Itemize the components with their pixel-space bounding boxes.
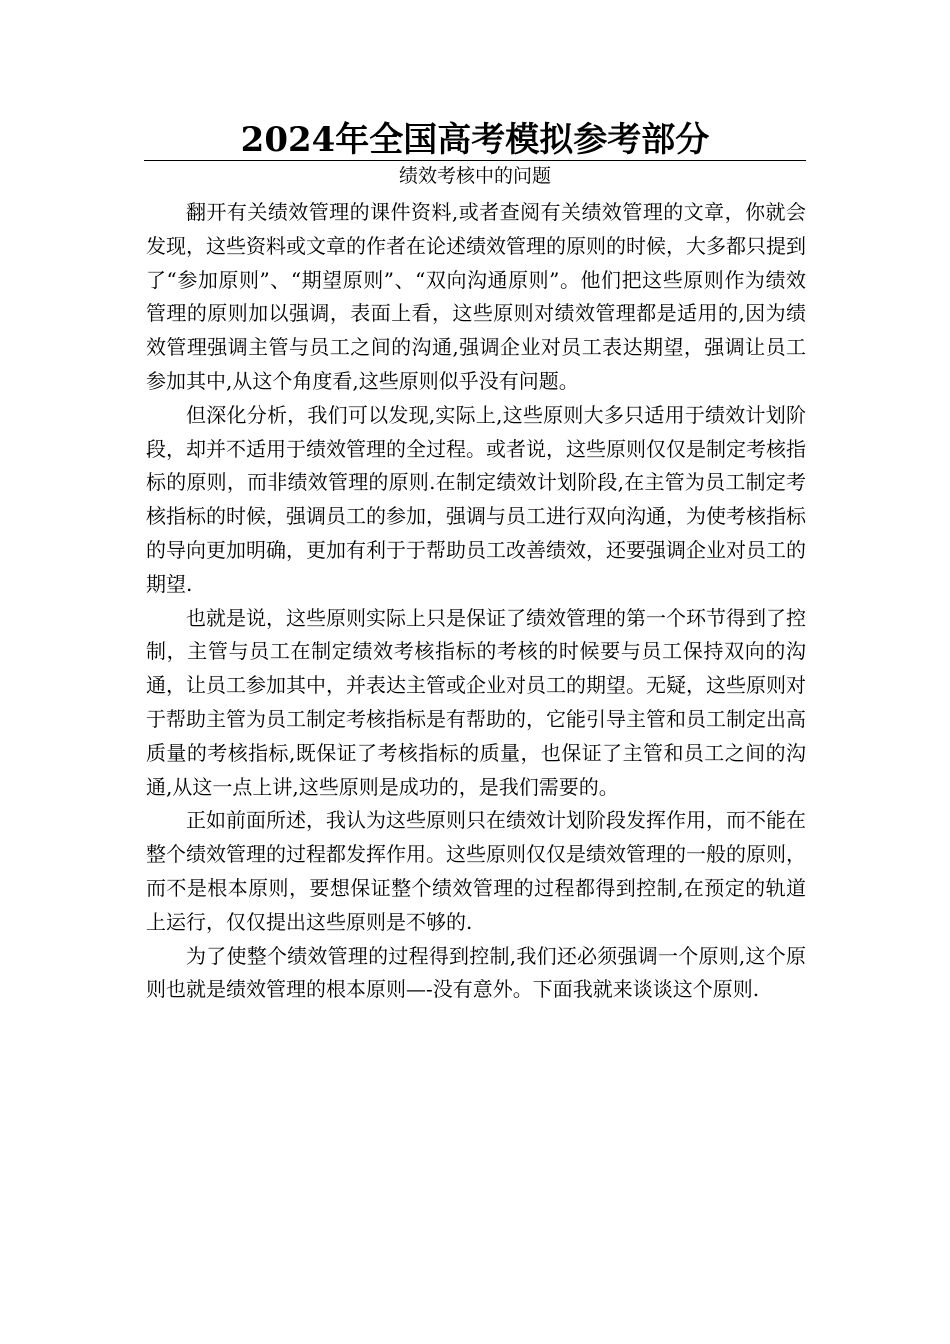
document-subtitle: 绩效考核中的问题 (398, 165, 551, 187)
document-title: 2024年全国高考模拟参考部分 (240, 120, 710, 160)
document-body (146, 196, 806, 1007)
paragraph: 为了使整个绩效管理的过程得到控制,我们还必须强调一个原则,这个原则也就是绩效管理的根本原则—-没有意外。下面我就来谈谈这个原则. (146, 943, 806, 1002)
title-divider (144, 160, 806, 161)
paragraph: 也就是说，这些原则实际上只是保证了绩效管理的第一个环节得到了控制，主管与员工在制定绩效考核指标的考核的时候要与员工保持双向的沟通，让员工参加其中，并表达主管或企业对员工的期望。无疑，这些原则对于帮助主管为员工制定考核指标是有帮助的，它能引导主管和员工制定出高质量的考核指标,既保证了考核指标的质量，也保证了主管和员工之间的沟通,从这一点上讲,这些原则是成功的，是我们需要的。 (146, 605, 806, 799)
paragraph: 正如前面所述，我认为这些原则只在绩效计划阶段发挥作用，而不能在整个绩效管理的过程都发挥作用。这些原则仅仅是绩效管理的一般的原则，而不是根本原则，要想保证整个绩效管理的过程都得到控制,在预定的轨道上运行，仅仅提出这些原则是不够的. (146, 808, 806, 934)
paragraph: 翻开有关绩效管理的课件资料,或者查阅有关绩效管理的文章，你就会发现，这些资料或文章的作者在论述绩效管理的原则的时候，大多都只提到了“参加原则”、“期望原则”、“双向沟通原则”。他们把这些原则作为绩效管理的原则加以强调，表面上看，这些原则对绩效管理都是适用的,因为绩效管理强调主管与员工之间的沟通,强调企业对员工表达期望，强调让员工参加其中,从这个角度看,这些原则似乎没有问题。 (146, 200, 806, 393)
paragraph: 但深化分析，我们可以发现,实际上,这些原则大多只适用于绩效计划阶段，却并不适用于绩效管理的全过程。或者说，这些原则仅仅是制定考核指标的原则，而非绩效管理的原则.在制定绩效计划阶段,在主管为员工制定考核指标的时候，强调员工的参加，强调与员工进行双向沟通，为使考核指标的导向更加明确，更加有利于于帮助员工改善绩效，还要强调企业对员工的期望. (146, 402, 806, 596)
